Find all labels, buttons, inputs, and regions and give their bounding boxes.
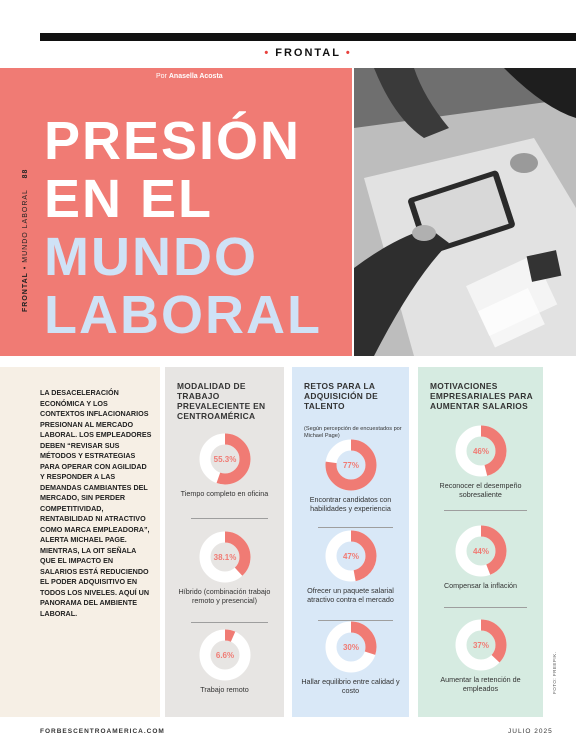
headline-line-1: PRESIÓN <box>44 111 302 171</box>
divider <box>191 518 268 519</box>
stat-item <box>165 433 284 498</box>
donut-chart <box>325 439 377 491</box>
column-title: MODALIDAD DE TRABAJO PREVALECIENTE EN CENTROAMÉRICA <box>177 381 266 421</box>
column-subtitle: (Según percepción de encuestados por Michael Page) <box>304 426 402 439</box>
section-label-text: FRONTAL <box>275 47 341 59</box>
footer-website: FORBESCENTROAMERICA.COM <box>40 728 165 735</box>
stat-label: Híbrido (combinación trabajo remoto y presencial) <box>178 587 271 605</box>
column-title: RETOS PARA LA ADQUISICIÓN DE TALENTO <box>304 381 378 411</box>
stat-label: Trabajo remoto <box>200 685 249 694</box>
donut-value: 47% <box>342 552 359 561</box>
byline <box>156 73 223 80</box>
headline <box>44 112 344 344</box>
intro-text: LA DESACELERACIÓN ECONÓMICA Y LOS CONTEXTOS INFLACIONARIOS PRESIONAN AL MERCADO LABORAL. LOS EMPLEADORES DEBEN “REVISAR SUS MÉTODOS Y ESTRATEGIAS PARA OPERAR CON AGILIDAD Y RESPONDER A LAS DEMANDAS CAMBIANTES DEL MERCADO, SIN PERDER COMPETITIVIDAD, RENTABILIDAD NI ATRACTIVO COMO MARCA EMPLEADORA”, ALERTA MICHAEL PAGE. MIENTRAS, LA OIT SEÑALA QUE EL IMPACTO EN SALARIOS ESTÁ REDUCIENDO EL PODER ADQUISITIVO EN TODOS LOS NIVELES. AQUÍ UN PANORAMA DEL AMBIENTE LABORAL. <box>40 388 152 618</box>
divider <box>318 527 393 528</box>
bullet-icon: • <box>345 47 352 59</box>
office-meeting-image <box>354 68 576 356</box>
donut-chart <box>325 530 377 582</box>
donut-value: 46% <box>472 447 489 456</box>
hero-photo <box>354 68 576 356</box>
donut-value: 6.6% <box>215 651 234 660</box>
photo-credit: FOTO: FREEPIK. <box>552 651 557 694</box>
donut-value: 55.3% <box>213 455 236 464</box>
donut-value: 77% <box>342 461 359 470</box>
headline-line-4: LABORAL <box>44 285 322 345</box>
stat-item <box>292 621 409 695</box>
stat-item <box>292 439 409 513</box>
column-work-modality <box>165 367 284 717</box>
section-label <box>40 47 576 59</box>
column-salary-motivations <box>418 367 543 717</box>
stat-item <box>292 530 409 604</box>
divider <box>444 510 527 511</box>
donut-value: 38.1% <box>213 553 236 562</box>
column-title: MOTIVACIONES EMPRESARIALES PARA AUMENTAR SALARIOS <box>430 381 533 411</box>
top-rule <box>40 33 576 41</box>
headline-line-2: EN EL <box>44 169 214 229</box>
stat-label: Ofrecer un paquete salarial atractivo contra el mercado <box>307 586 394 604</box>
stat-item <box>418 619 543 693</box>
headline-line-3: MUNDO <box>44 227 258 287</box>
side-label-topic: MUNDO LABORAL <box>22 189 29 263</box>
side-label-separator: • <box>22 262 29 273</box>
stat-label: Encontrar candidatos con habilidades y experiencia <box>309 495 392 513</box>
page-number: 88 <box>22 168 29 179</box>
stat-label: Tiempo completo en oficina <box>180 489 269 498</box>
byline-prefix: Por <box>156 73 167 80</box>
side-label <box>22 169 29 312</box>
stat-label: Compensar la inflación <box>443 581 518 590</box>
donut-chart <box>199 531 251 583</box>
divider <box>444 607 527 608</box>
bullet-icon: • <box>264 47 271 59</box>
donut-value: 30% <box>342 643 359 652</box>
donut-value: 37% <box>472 641 489 650</box>
stat-item <box>418 425 543 499</box>
byline-author: Anasella Acosta <box>168 73 223 80</box>
donut-chart <box>455 525 507 577</box>
side-label-section: FRONTAL <box>22 272 29 312</box>
donut-value: 44% <box>472 547 489 556</box>
stat-label: Hallar equilibrio entre calidad y costo <box>301 677 400 695</box>
donut-chart <box>199 433 251 485</box>
donut-chart <box>455 619 507 671</box>
stat-item <box>165 629 284 694</box>
stat-label: Reconocer el desempeño sobresaliente <box>439 481 522 499</box>
footer-date: JULIO 2025 <box>508 728 553 735</box>
column-talent-challenges <box>292 367 409 717</box>
donut-chart <box>325 621 377 673</box>
donut-chart <box>199 629 251 681</box>
stat-item <box>165 531 284 605</box>
donut-chart <box>455 425 507 477</box>
stat-label: Aumentar la retención de empleados <box>440 675 521 693</box>
divider <box>191 622 268 623</box>
stat-item <box>418 525 543 590</box>
